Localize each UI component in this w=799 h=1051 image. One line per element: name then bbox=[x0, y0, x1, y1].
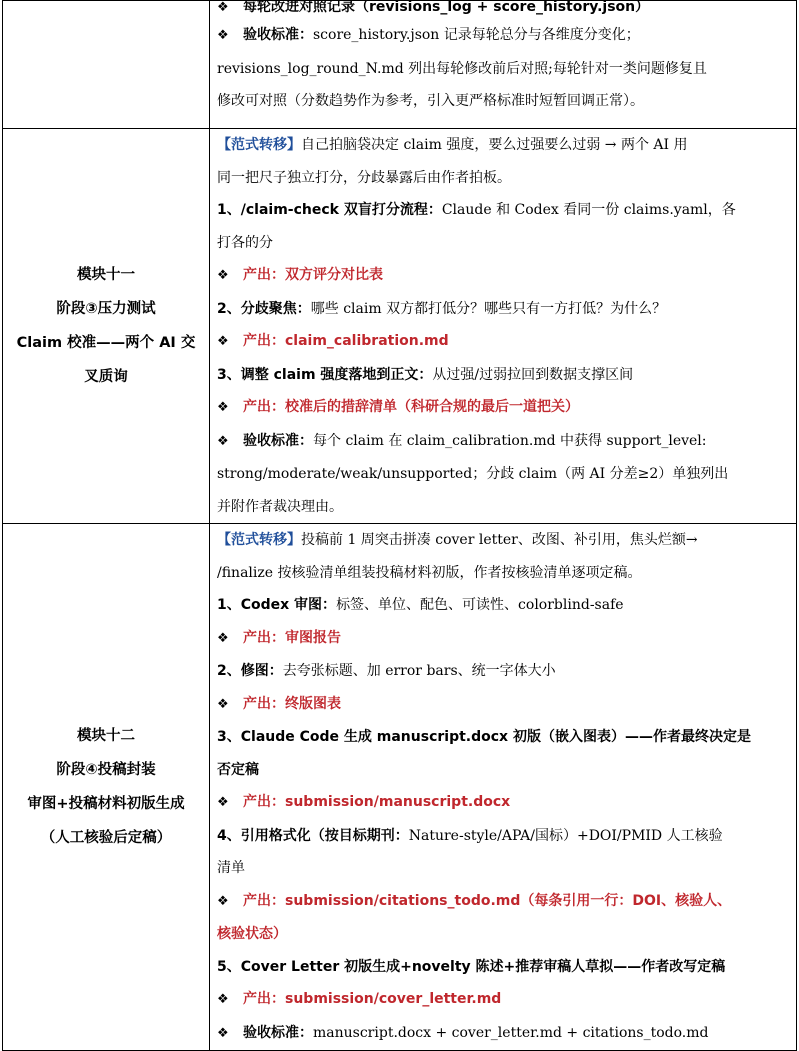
module-stage: 阶段③压力测试 bbox=[56, 301, 156, 317]
table-row bbox=[3, 129, 797, 524]
accept-label: 验收标准： bbox=[243, 1024, 313, 1041]
step-title: 4、引用格式化（按目标期刊： bbox=[217, 827, 409, 844]
accept-text: manuscript.docx + cover_letter.md + citations_todo.md bbox=[313, 1024, 709, 1041]
module-cell bbox=[3, 129, 210, 524]
diamond-bullet-icon: ❖ bbox=[217, 992, 229, 1007]
step-title: 1、/claim-check 双盲打分流程： bbox=[217, 202, 442, 218]
table-row bbox=[3, 524, 797, 1051]
paradigm-text: 自己拍脑袋决定 claim 强度，要么过强要么过弱 → 两个 AI 用 bbox=[301, 137, 688, 153]
output-item: 核验状态） bbox=[217, 926, 287, 942]
accept-label: 验收标准： bbox=[243, 432, 313, 449]
accept-text: 并附作者裁决理由。 bbox=[217, 498, 343, 515]
output-item: 产出：终版图表 bbox=[243, 695, 341, 712]
accept-label: 验收标准： bbox=[243, 27, 313, 43]
step-title: 1、Codex 审图： bbox=[217, 597, 337, 613]
output-item: 产出：claim_calibration.md bbox=[243, 333, 449, 349]
accept-text: 每个 claim 在 claim_calibration.md 中获得 support_level: bbox=[313, 432, 707, 449]
diamond-bullet-icon: ❖ bbox=[217, 795, 229, 810]
module-cell bbox=[3, 524, 210, 1051]
diamond-bullet-icon: ❖ bbox=[217, 334, 229, 349]
revisions-heading: 每轮改进对照记录（revisions_log + score_history.json） bbox=[243, 0, 650, 15]
diamond-bullet-icon: ❖ bbox=[217, 28, 229, 43]
step-text: 标签、单位、配色、可读性、colorblind-safe bbox=[336, 597, 624, 613]
table-row bbox=[3, 1, 797, 129]
step-text: Claude 和 Codex 看同一份 claims.yaml，各 bbox=[441, 202, 736, 218]
diamond-bullet-icon: ❖ bbox=[217, 1025, 229, 1041]
content-cell bbox=[210, 524, 797, 1051]
module-table bbox=[2, 0, 797, 1051]
diamond-bullet-icon: ❖ bbox=[217, 400, 229, 415]
accept-text: 修改可对照（分数趋势作为参考，引入更严格标准时短暂回调正常）。 bbox=[217, 93, 644, 109]
module-subtitle: Claim 校准——两个 AI 交 bbox=[16, 335, 196, 351]
output-item: 产出：审图报告 bbox=[243, 629, 341, 646]
output-item: 产出：双方评分对比表 bbox=[243, 267, 383, 283]
step-text: 去夸张标题、加 error bars、统一字体大小 bbox=[282, 663, 556, 679]
step-title: 2、分歧聚焦： bbox=[217, 300, 311, 317]
paradigm-tag: 【范式转移】 bbox=[217, 137, 301, 153]
step-title: 2、修图： bbox=[217, 663, 283, 679]
diamond-bullet-icon: ❖ bbox=[217, 630, 229, 646]
step-title: 否定稿 bbox=[217, 761, 259, 778]
accept-text: revisions_log_round_N.md 列出每轮修改前后对照;每轮针对一类问题修复且 bbox=[217, 60, 707, 77]
module-title: 模块十二 bbox=[77, 728, 135, 744]
module-subtitle: 审图+投稿材料初版生成 bbox=[27, 796, 185, 812]
output-item: 产出：submission/manuscript.docx bbox=[243, 794, 511, 810]
output-item: 产出：submission/cover_letter.md bbox=[243, 991, 502, 1007]
accept-text: score_history.json 记录每轮总分与各维度分变化； bbox=[313, 27, 640, 43]
output-item: 产出：submission/citations_todo.md（每条引用一行：DOI、核验人、 bbox=[243, 892, 732, 909]
output-item: 产出：校准后的措辞清单（科研合规的最后一道把关） bbox=[243, 399, 579, 415]
diamond-bullet-icon: ❖ bbox=[217, 893, 229, 909]
step-title: 3、调整 claim 强度落地到正文： bbox=[217, 366, 433, 383]
step-title: 5、Cover Letter 初版生成+novelty 陈述+推荐审稿人草拟——作者改写定稿 bbox=[217, 958, 726, 975]
content-cell bbox=[210, 129, 797, 524]
content-cell bbox=[210, 1, 797, 129]
diamond-bullet-icon: ❖ bbox=[217, 433, 229, 449]
step-text: Nature-style/APA/国标）+DOI/PMID 人工核验 bbox=[408, 827, 723, 844]
step-text: 清单 bbox=[217, 860, 245, 876]
paradigm-text: /finalize 按核验清单组装投稿材料初版，作者按核验清单逐项定稿。 bbox=[217, 564, 642, 581]
diamond-bullet-icon: ❖ bbox=[217, 0, 229, 15]
module-cell-empty bbox=[3, 1, 210, 129]
step-text: 哪些 claim 双方都打低分？哪些只有一方打低？为什么？ bbox=[310, 300, 667, 317]
module-subtitle: （人工核验后定稿） bbox=[40, 830, 172, 846]
step-title: 3、Claude Code 生成 manuscript.docx 初版（嵌入图表）——作者最终决定是 bbox=[217, 729, 751, 745]
paradigm-text: 投稿前 1 周突击拼凑 cover letter、改图、补引用，焦头烂额→ bbox=[301, 532, 698, 548]
diamond-bullet-icon: ❖ bbox=[217, 696, 229, 712]
paradigm-text: 同一把尺子独立打分，分歧暴露后由作者拍板。 bbox=[217, 169, 511, 186]
module-subtitle: 叉质询 bbox=[84, 369, 128, 385]
module-stage: 阶段④投稿封装 bbox=[56, 762, 156, 778]
module-title: 模块十一 bbox=[77, 267, 135, 283]
step-text: 打各的分 bbox=[217, 234, 273, 251]
step-text: 从过强/过弱拉回到数据支撑区间 bbox=[432, 366, 634, 383]
accept-text: strong/moderate/weak/unsupported；分歧 claim（两 AI 分差≥2）单独列出 bbox=[217, 466, 729, 482]
paradigm-tag: 【范式转移】 bbox=[217, 532, 301, 548]
diamond-bullet-icon: ❖ bbox=[217, 268, 229, 283]
